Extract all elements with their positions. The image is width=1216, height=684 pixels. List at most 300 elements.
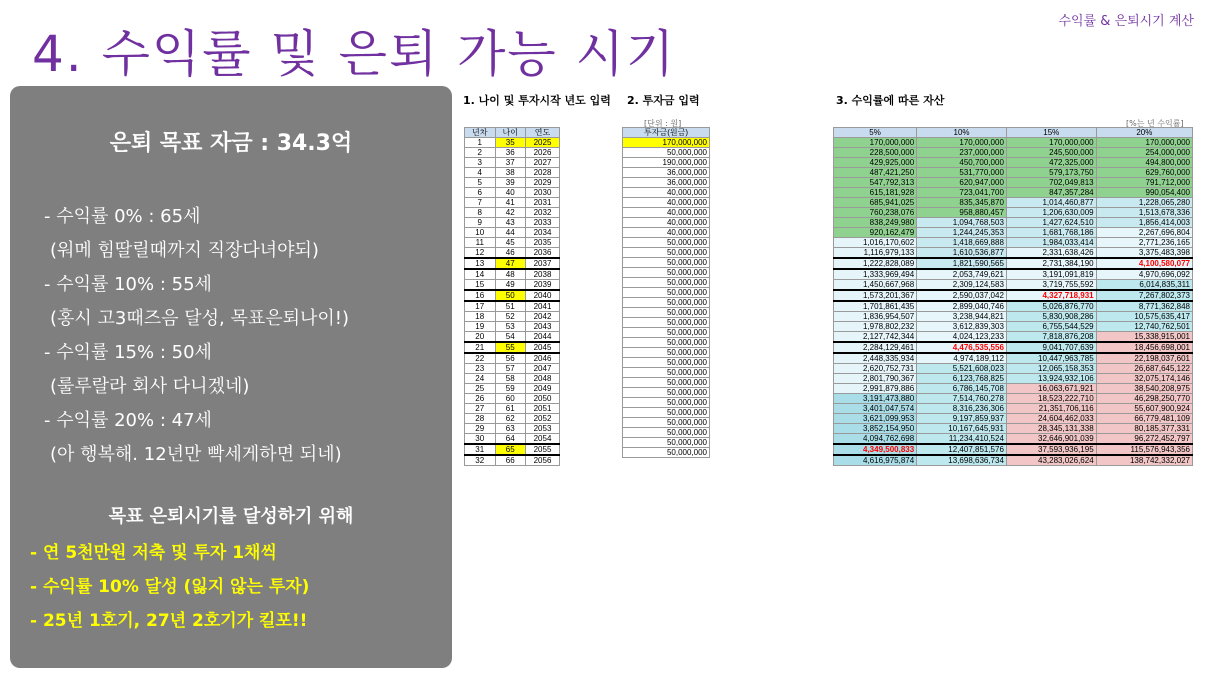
asset-20-cell: 66,779,481,109 — [1096, 414, 1192, 424]
asset-15-cell: 245,500,000 — [1006, 148, 1096, 158]
rate-note: [%는 년 수익률] — [1126, 119, 1184, 128]
investment-cell[interactable]: 170,000,000 — [623, 138, 710, 148]
year-count-cell: 22 — [465, 353, 496, 364]
year-cell: 2054 — [526, 434, 560, 445]
table-row — [834, 444, 1193, 455]
asset-20-cell: 990,054,400 — [1096, 188, 1192, 198]
table-row — [465, 312, 560, 322]
asset-20-cell: 6,014,835,311 — [1096, 280, 1192, 291]
investment-cell[interactable]: 40,000,000 — [623, 198, 710, 208]
investment-table — [622, 127, 710, 458]
table-row — [623, 178, 710, 188]
table-row — [465, 404, 560, 414]
asset-20-cell: 26,687,645,122 — [1096, 364, 1192, 374]
table-row — [834, 290, 1193, 301]
asset-5-cell: 170,000,000 — [834, 138, 917, 148]
asset-20-cell: 55,607,900,924 — [1096, 404, 1192, 414]
table-row — [623, 428, 710, 438]
table-row — [834, 208, 1193, 218]
year-count-cell: 12 — [465, 248, 496, 259]
asset-20-cell: 80,185,377,331 — [1096, 424, 1192, 434]
year-count-cell: 25 — [465, 384, 496, 394]
table-row — [834, 148, 1193, 158]
asset-10-cell: 1,418,669,888 — [917, 238, 1007, 248]
asset-15-cell: 10,447,963,785 — [1006, 353, 1096, 364]
table-row — [465, 364, 560, 374]
asset-10-cell: 450,700,000 — [917, 158, 1007, 168]
asset-10-cell: 8,316,236,306 — [917, 404, 1007, 414]
investment-cell[interactable]: 40,000,000 — [623, 188, 710, 198]
investment-cell[interactable]: 50,000,000 — [623, 288, 710, 298]
investment-cell[interactable]: 40,000,000 — [623, 208, 710, 218]
table-row — [834, 138, 1193, 148]
asset-10-cell: 13,698,636,734 — [917, 455, 1007, 466]
asset-5-cell: 2,991,879,886 — [834, 384, 917, 394]
age-cell: 35 — [495, 138, 526, 148]
asset-10-cell: 10,167,645,931 — [917, 424, 1007, 434]
asset-20-cell: 15,338,915,001 — [1096, 332, 1192, 343]
asset-5-cell: 2,448,335,934 — [834, 353, 917, 364]
asset-10-cell: 2,053,749,621 — [917, 269, 1007, 280]
rate-15-line: - 수익률 15% : 50세 — [44, 342, 212, 363]
age-cell: 59 — [495, 384, 526, 394]
table-row — [465, 322, 560, 332]
table-row — [623, 208, 710, 218]
age-cell: 54 — [495, 332, 526, 343]
table-row — [465, 178, 560, 188]
year-cell: 2045 — [526, 342, 560, 353]
asset-15-cell: 9,041,707,639 — [1006, 342, 1096, 353]
table-row — [834, 188, 1193, 198]
year-cell: 2035 — [526, 238, 560, 248]
asset-10-cell: 1,821,590,565 — [917, 258, 1007, 269]
asset-10-cell: 7,514,760,278 — [917, 394, 1007, 404]
investment-cell[interactable]: 36,000,000 — [623, 168, 710, 178]
asset-5-cell: 547,792,313 — [834, 178, 917, 188]
table-row — [623, 298, 710, 308]
year-cell: 2041 — [526, 301, 560, 312]
asset-20-cell: 18,456,698,001 — [1096, 342, 1192, 353]
year-cell: 2039 — [526, 280, 560, 291]
table-row — [465, 208, 560, 218]
investment-cell[interactable]: 190,000,000 — [623, 158, 710, 168]
asset-20-cell: 10,575,635,417 — [1096, 312, 1192, 322]
year-cell: 2043 — [526, 322, 560, 332]
asset-10-cell: 4,024,123,233 — [917, 332, 1007, 343]
investment-cell[interactable]: 50,000,000 — [623, 148, 710, 158]
asset-15-cell: 3,719,755,592 — [1006, 280, 1096, 291]
asset-5-cell: 228,500,000 — [834, 148, 917, 158]
asset-15-cell: 702,049,813 — [1006, 178, 1096, 188]
year-cell: 2048 — [526, 374, 560, 384]
asset-5-cell: 487,421,250 — [834, 168, 917, 178]
asset-20-cell: 96,272,452,797 — [1096, 434, 1192, 445]
asset-10-cell: 9,197,859,937 — [917, 414, 1007, 424]
asset-10-cell: 3,238,944,821 — [917, 312, 1007, 322]
age-cell: 39 — [495, 178, 526, 188]
year-count-cell: 26 — [465, 394, 496, 404]
asset-15-cell: 12,065,158,353 — [1006, 364, 1096, 374]
rate-10-line: - 수익률 10% : 55세 — [44, 274, 212, 295]
year-cell: 2034 — [526, 228, 560, 238]
age-cell: 40 — [495, 188, 526, 198]
table-row — [623, 278, 710, 288]
asset-10-cell: 237,000,000 — [917, 148, 1007, 158]
asset-20-cell: 115,576,943,356 — [1096, 444, 1192, 455]
investment-cell[interactable]: 50,000,000 — [623, 338, 710, 348]
investment-cell[interactable]: 50,000,000 — [623, 388, 710, 398]
table-row — [623, 188, 710, 198]
asset-10-cell: 835,345,870 — [917, 198, 1007, 208]
age-cell: 41 — [495, 198, 526, 208]
asset-15-cell: 4,327,718,931 — [1006, 290, 1096, 301]
table-row — [465, 248, 560, 259]
year-count-cell: 7 — [465, 198, 496, 208]
investment-cell[interactable]: 50,000,000 — [623, 358, 710, 368]
year-cell: 2049 — [526, 384, 560, 394]
table-row — [623, 448, 710, 458]
table-row — [834, 414, 1193, 424]
asset-15-cell: 1,984,033,414 — [1006, 238, 1096, 248]
age-cell: 45 — [495, 238, 526, 248]
year-count-cell: 2 — [465, 148, 496, 158]
table-row — [465, 269, 560, 280]
table-row — [465, 258, 560, 269]
investment-cell[interactable]: 50,000,000 — [623, 438, 710, 448]
year-cell: 2053 — [526, 424, 560, 434]
col-header-year: 연도 — [526, 128, 560, 138]
asset-15-cell: 37,593,936,195 — [1006, 444, 1096, 455]
asset-10-cell: 3,612,839,303 — [917, 322, 1007, 332]
asset-15-cell: 170,000,000 — [1006, 138, 1096, 148]
goal-item-1: - 연 5천만원 저축 및 투자 1채씩 — [30, 543, 277, 563]
investment-cell[interactable]: 50,000,000 — [623, 238, 710, 248]
asset-5-cell: 1,222,828,089 — [834, 258, 917, 269]
year-cell: 2050 — [526, 394, 560, 404]
year-count-cell: 24 — [465, 374, 496, 384]
age-cell: 36 — [495, 148, 526, 158]
asset-15-cell: 1,681,768,186 — [1006, 228, 1096, 238]
age-cell: 64 — [495, 434, 526, 445]
age-cell: 47 — [495, 258, 526, 269]
year-count-cell: 27 — [465, 404, 496, 414]
year-cell: 2044 — [526, 332, 560, 343]
table-row — [623, 368, 710, 378]
year-cell: 2038 — [526, 269, 560, 280]
table-row — [623, 388, 710, 398]
goal-item-2: - 수익률 10% 달성 (잃지 않는 투자) — [30, 577, 310, 597]
asset-5-cell: 3,191,473,880 — [834, 394, 917, 404]
table-row — [834, 218, 1193, 228]
col-header-rate-20: 20% — [1096, 128, 1192, 138]
year-count-cell: 5 — [465, 178, 496, 188]
investment-cell[interactable]: 50,000,000 — [623, 418, 710, 428]
asset-10-cell: 6,123,768,825 — [917, 374, 1007, 384]
investment-cell[interactable]: 50,000,000 — [623, 278, 710, 288]
year-count-cell: 8 — [465, 208, 496, 218]
asset-20-cell: 494,800,000 — [1096, 158, 1192, 168]
asset-20-cell: 22,198,037,601 — [1096, 353, 1192, 364]
col-header-rate-5: 5% — [834, 128, 917, 138]
year-count-cell: 18 — [465, 312, 496, 322]
investment-cell[interactable]: 50,000,000 — [623, 408, 710, 418]
asset-15-cell: 1,206,630,009 — [1006, 208, 1096, 218]
asset-20-cell: 2,267,696,804 — [1096, 228, 1192, 238]
year-count-cell: 16 — [465, 290, 496, 301]
asset-10-cell: 1,094,768,503 — [917, 218, 1007, 228]
asset-20-cell: 629,760,000 — [1096, 168, 1192, 178]
table-row — [834, 384, 1193, 394]
investment-cell[interactable]: 50,000,000 — [623, 268, 710, 278]
asset-5-cell: 1,333,969,494 — [834, 269, 917, 280]
asset-5-cell: 429,925,000 — [834, 158, 917, 168]
asset-5-cell: 3,401,047,574 — [834, 404, 917, 414]
asset-10-cell: 958,880,457 — [917, 208, 1007, 218]
age-cell: 58 — [495, 374, 526, 384]
investment-cell[interactable]: 40,000,000 — [623, 228, 710, 238]
table-row — [834, 342, 1193, 353]
table-row — [465, 394, 560, 404]
investment-cell[interactable]: 50,000,000 — [623, 348, 710, 358]
table-row — [465, 228, 560, 238]
year-count-cell: 10 — [465, 228, 496, 238]
investment-cell[interactable]: 50,000,000 — [623, 328, 710, 338]
year-count-cell: 14 — [465, 269, 496, 280]
table-row — [623, 308, 710, 318]
asset-10-cell: 4,974,189,112 — [917, 353, 1007, 364]
col-header-rate-15: 15% — [1006, 128, 1096, 138]
table-row — [623, 328, 710, 338]
asset-5-cell: 3,621,099,953 — [834, 414, 917, 424]
asset-15-cell: 43,283,026,624 — [1006, 455, 1096, 466]
year-count-cell: 19 — [465, 322, 496, 332]
year-cell: 2036 — [526, 248, 560, 259]
asset-10-cell: 2,309,124,583 — [917, 280, 1007, 291]
table-row — [465, 148, 560, 158]
asset-5-cell: 4,349,500,833 — [834, 444, 917, 455]
table-row — [465, 198, 560, 208]
year-cell: 2028 — [526, 168, 560, 178]
asset-15-cell: 5,830,908,286 — [1006, 312, 1096, 322]
table-row — [834, 394, 1193, 404]
asset-10-cell: 5,521,608,023 — [917, 364, 1007, 374]
investment-cell[interactable]: 40,000,000 — [623, 218, 710, 228]
summary-panel — [10, 86, 452, 668]
asset-15-cell: 2,331,638,426 — [1006, 248, 1096, 259]
table-row — [623, 338, 710, 348]
asset-5-cell: 2,801,790,367 — [834, 374, 917, 384]
table-row — [834, 353, 1193, 364]
table-row — [465, 238, 560, 248]
table-row — [465, 168, 560, 178]
asset-5-cell: 2,284,129,461 — [834, 342, 917, 353]
year-count-cell: 21 — [465, 342, 496, 353]
table-row — [834, 332, 1193, 343]
table-row — [834, 434, 1193, 445]
retirement-goal-heading: 은퇴 목표 자금 : 34.3억 — [109, 131, 353, 156]
col-header-age: 나이 — [495, 128, 526, 138]
table-row — [623, 408, 710, 418]
asset-15-cell: 1,014,460,877 — [1006, 198, 1096, 208]
investment-cell[interactable]: 50,000,000 — [623, 378, 710, 388]
year-count-cell: 30 — [465, 434, 496, 445]
table-row — [834, 269, 1193, 280]
age-cell: 65 — [495, 444, 526, 455]
asset-20-cell: 12,740,762,501 — [1096, 322, 1192, 332]
year-count-cell: 20 — [465, 332, 496, 343]
asset-5-cell: 760,238,076 — [834, 208, 917, 218]
age-cell: 49 — [495, 280, 526, 291]
asset-20-cell: 3,375,483,398 — [1096, 248, 1192, 259]
asset-5-cell: 1,016,170,602 — [834, 238, 917, 248]
year-cell: 2037 — [526, 258, 560, 269]
year-cell: 2046 — [526, 353, 560, 364]
table-row — [834, 158, 1193, 168]
investment-cell[interactable]: 50,000,000 — [623, 368, 710, 378]
table-row — [465, 158, 560, 168]
col-header-year-count: 년차 — [465, 128, 496, 138]
asset-15-cell: 21,351,706,116 — [1006, 404, 1096, 414]
asset-20-cell: 138,742,332,027 — [1096, 455, 1192, 466]
table-row — [834, 312, 1193, 322]
section3-title: 3. 수익률에 따른 자산 — [836, 94, 945, 107]
table-row — [623, 158, 710, 168]
investment-cell[interactable]: 50,000,000 — [623, 258, 710, 268]
year-count-cell: 31 — [465, 444, 496, 455]
unit-note: [단위 : 원] — [644, 119, 682, 128]
table-row — [834, 374, 1193, 384]
section2-title: 2. 투자금 입력 — [627, 94, 700, 107]
col-header-investment: 투자금(원금) — [623, 128, 710, 138]
table-row — [623, 138, 710, 148]
age-year-table — [464, 127, 560, 466]
asset-15-cell: 579,173,750 — [1006, 168, 1096, 178]
asset-15-cell: 1,427,624,510 — [1006, 218, 1096, 228]
year-cell: 2047 — [526, 364, 560, 374]
asset-5-cell: 685,941,025 — [834, 198, 917, 208]
asset-20-cell: 4,970,696,092 — [1096, 269, 1192, 280]
asset-5-cell: 1,450,667,968 — [834, 280, 917, 291]
table-row — [623, 168, 710, 178]
table-row — [465, 384, 560, 394]
age-cell: 63 — [495, 424, 526, 434]
table-row — [465, 332, 560, 343]
table-row — [623, 438, 710, 448]
investment-cell[interactable]: 36,000,000 — [623, 178, 710, 188]
age-cell: 52 — [495, 312, 526, 322]
year-count-cell: 1 — [465, 138, 496, 148]
asset-15-cell: 13,924,932,106 — [1006, 374, 1096, 384]
age-cell: 48 — [495, 269, 526, 280]
table-row — [465, 301, 560, 312]
age-cell: 44 — [495, 228, 526, 238]
year-count-cell: 15 — [465, 280, 496, 291]
table-row — [623, 258, 710, 268]
asset-5-cell: 1,116,979,133 — [834, 248, 917, 259]
year-cell: 2029 — [526, 178, 560, 188]
table-row — [465, 455, 560, 466]
asset-20-cell: 1,513,678,336 — [1096, 208, 1192, 218]
asset-10-cell: 11,234,410,524 — [917, 434, 1007, 445]
age-cell: 46 — [495, 248, 526, 259]
age-cell: 66 — [495, 455, 526, 466]
year-cell: 2027 — [526, 158, 560, 168]
asset-by-rate-table — [833, 127, 1193, 466]
asset-15-cell: 472,325,000 — [1006, 158, 1096, 168]
table-row — [623, 398, 710, 408]
age-cell: 62 — [495, 414, 526, 424]
year-count-cell: 17 — [465, 301, 496, 312]
investment-cell[interactable]: 50,000,000 — [623, 448, 710, 458]
investment-cell[interactable]: 50,000,000 — [623, 298, 710, 308]
investment-cell[interactable]: 50,000,000 — [623, 248, 710, 258]
year-cell: 2056 — [526, 455, 560, 466]
asset-15-cell: 18,523,222,710 — [1006, 394, 1096, 404]
asset-5-cell: 3,852,154,950 — [834, 424, 917, 434]
table-row — [834, 424, 1193, 434]
age-cell: 57 — [495, 364, 526, 374]
table-row — [623, 228, 710, 238]
year-count-cell: 13 — [465, 258, 496, 269]
asset-20-cell: 791,712,000 — [1096, 178, 1192, 188]
investment-cell[interactable]: 50,000,000 — [623, 308, 710, 318]
table-row — [465, 374, 560, 384]
table-row — [834, 198, 1193, 208]
age-cell: 51 — [495, 301, 526, 312]
asset-5-cell: 1,836,954,507 — [834, 312, 917, 322]
asset-10-cell: 1,610,536,877 — [917, 248, 1007, 259]
asset-5-cell: 1,978,802,232 — [834, 322, 917, 332]
investment-cell[interactable]: 50,000,000 — [623, 398, 710, 408]
table-row — [834, 455, 1193, 466]
table-row — [834, 404, 1193, 414]
rate-0-line: - 수익률 0% : 65세 — [44, 206, 201, 227]
age-cell: 37 — [495, 158, 526, 168]
table-row — [623, 198, 710, 208]
table-row — [465, 342, 560, 353]
table-row — [834, 248, 1193, 259]
year-cell: 2026 — [526, 148, 560, 158]
table-row — [623, 218, 710, 228]
investment-cell[interactable]: 50,000,000 — [623, 318, 710, 328]
rate-20-line: - 수익률 20% : 47세 — [44, 410, 212, 431]
asset-15-cell: 847,357,284 — [1006, 188, 1096, 198]
table-row — [834, 238, 1193, 248]
age-cell: 38 — [495, 168, 526, 178]
year-count-cell: 28 — [465, 414, 496, 424]
age-cell: 50 — [495, 290, 526, 301]
age-cell: 60 — [495, 394, 526, 404]
rate-15-comment: (룰루랄라 회사 다니겠네) — [50, 376, 250, 397]
table-row — [623, 248, 710, 258]
year-cell: 2055 — [526, 444, 560, 455]
year-count-cell: 4 — [465, 168, 496, 178]
asset-20-cell: 7,267,802,373 — [1096, 290, 1192, 301]
asset-10-cell: 2,590,037,042 — [917, 290, 1007, 301]
year-count-cell: 23 — [465, 364, 496, 374]
asset-5-cell: 920,162,479 — [834, 228, 917, 238]
table-row — [623, 288, 710, 298]
age-cell: 61 — [495, 404, 526, 414]
year-count-cell: 6 — [465, 188, 496, 198]
asset-20-cell: 1,228,065,280 — [1096, 198, 1192, 208]
asset-15-cell: 32,646,901,039 — [1006, 434, 1096, 445]
year-count-cell: 3 — [465, 158, 496, 168]
table-row — [465, 444, 560, 455]
investment-cell[interactable]: 50,000,000 — [623, 428, 710, 438]
table-row — [623, 318, 710, 328]
asset-10-cell: 4,476,535,556 — [917, 342, 1007, 353]
